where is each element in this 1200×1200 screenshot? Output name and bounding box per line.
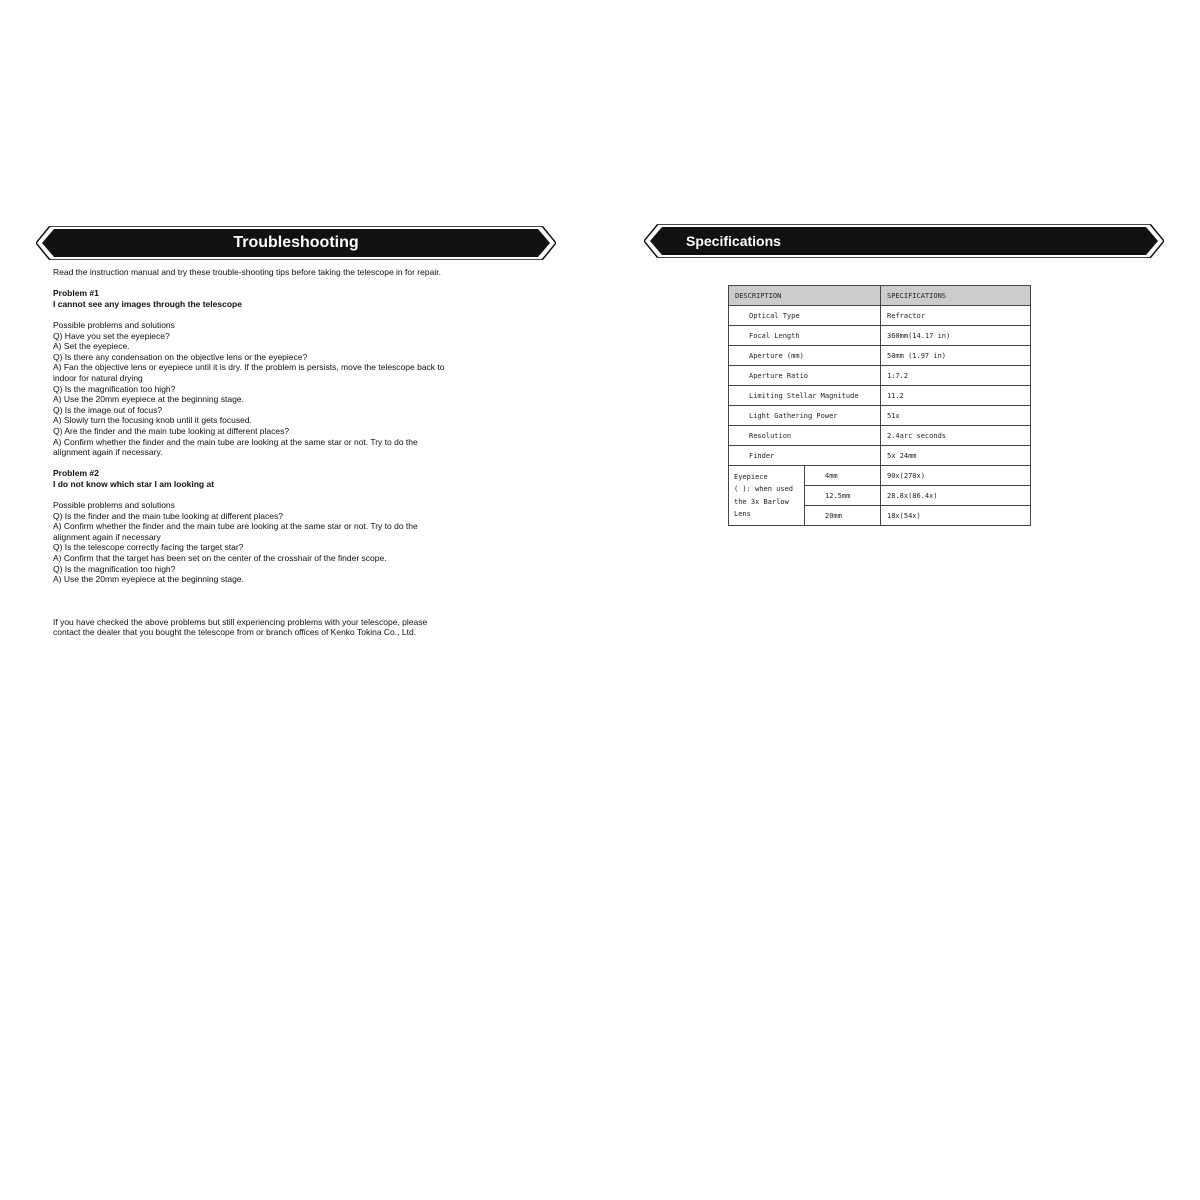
problem1-lines (53, 320, 553, 458)
spec-label: Light Gathering Power (729, 406, 881, 426)
text-line: alignment again if necessary. (53, 447, 163, 458)
eyepiece-magnification: 18x(54x) (881, 506, 1031, 526)
text-line: A) Fan the objective lens or eyepiece until it is dry. If the problem is persists, move the telescope back to (53, 362, 445, 373)
spec-label: Focal Length (729, 326, 881, 346)
eyepiece-label-line: Eyepiece (734, 472, 768, 481)
text-line: A) Confirm whether the finder and the main tube are looking at the same star or not. Try to do the (53, 521, 418, 532)
eyepiece-label-cell (729, 466, 805, 526)
spec-label: Finder (729, 446, 881, 466)
text-line: A) Confirm whether the finder and the main tube are looking at the same star or not. Try to do the (53, 436, 418, 447)
text-line: Q) Are the finder and the main tube looking at different places? (53, 425, 290, 436)
spec-value: 2.4arc seconds (881, 426, 1031, 446)
problem2-heading: Problem #2 (53, 468, 99, 479)
problem2-subheading: I do not know which star I am looking at (53, 478, 215, 489)
table-row-eyepiece (729, 466, 1031, 486)
troubleshooting-body (53, 267, 553, 638)
specifications-table (728, 285, 1031, 526)
spec-value: Refractor (881, 306, 1031, 326)
spec-value: 51x (881, 406, 1031, 426)
spec-label: Limiting Stellar Magnitude (729, 386, 881, 406)
table-row (729, 366, 1031, 386)
text-line: A) Set the eyepiece. (53, 341, 130, 352)
eyepiece-size: 12.5mm (805, 486, 881, 506)
problem1-heading: Problem #1 (53, 288, 99, 299)
eyepiece-label-line: the 3x Barlow (734, 497, 789, 506)
spec-value: 5x 24mm (881, 446, 1031, 466)
spec-value: 11.2 (881, 386, 1031, 406)
problem2-lines (53, 500, 553, 585)
specifications-title: Specifications (686, 233, 781, 249)
table-row (729, 346, 1031, 366)
specifications-banner (644, 224, 1164, 258)
table-row (729, 326, 1031, 346)
spec-label: Optical Type (729, 306, 881, 326)
table-row (729, 386, 1031, 406)
text-line: Possible problems and solutions (53, 500, 175, 511)
column-header-description: DESCRIPTION (729, 286, 881, 306)
troubleshooting-banner (36, 226, 556, 260)
closing-line: contact the dealer that you bought the telescope from or branch offices of Kenko Tokina Co., Ltd. (53, 627, 417, 638)
spec-value: 1:7.2 (881, 366, 1031, 386)
eyepiece-size: 4mm (805, 466, 881, 486)
spec-label: Resolution (729, 426, 881, 446)
table-header-row (729, 286, 1031, 306)
intro-text: Read the instruction manual and try these trouble-shooting tips before taking the telescope in for repair. (53, 267, 441, 277)
text-line: A) Use the 20mm eyepiece at the beginning stage. (53, 574, 244, 585)
table-row (729, 406, 1031, 426)
text-line: Q) Is the magnification too high? (53, 563, 176, 574)
text-line: Q) Is the finder and the main tube looking at different places? (53, 510, 283, 521)
column-header-specifications: SPECIFICATIONS (881, 286, 1031, 306)
eyepiece-size: 20mm (805, 506, 881, 526)
text-line: Q) Is there any condensation on the objective lens or the eyepiece? (53, 351, 308, 362)
text-line: A) Confirm that the target has been set on the center of the crosshair of the finder scope. (53, 553, 387, 564)
text-line: alignment again if necessary (53, 531, 161, 542)
text-line: Possible problems and solutions (53, 319, 175, 330)
eyepiece-magnification: 90x(270x) (881, 466, 1031, 486)
table-row (729, 306, 1031, 326)
spec-label: Aperture Ratio (729, 366, 881, 386)
text-line: Q) Is the image out of focus? (53, 404, 163, 415)
text-line: indoor for natural drying (53, 372, 143, 383)
table-row (729, 446, 1031, 466)
text-line: Q) Is the telescope correctly facing the target star? (53, 542, 244, 553)
problem1-subheading: I cannot see any images through the telescope (53, 298, 242, 309)
closing-line: If you have checked the above problems but still experiencing problems with your telescope, please (53, 616, 428, 627)
eyepiece-magnification: 28.8x(86.4x) (881, 486, 1031, 506)
spec-value: 360mm(14.17 in) (881, 326, 1031, 346)
troubleshooting-title: Troubleshooting (233, 234, 359, 251)
text-line: Q) Is the magnification too high? (53, 383, 176, 394)
spec-label: Aperture (mm) (729, 346, 881, 366)
text-line: A) Use the 20mm eyepiece at the beginning stage. (53, 394, 244, 405)
table-row (729, 426, 1031, 446)
eyepiece-label-line: ( ): when used (734, 485, 794, 493)
eyepiece-label-line: Lens (734, 510, 751, 518)
text-line: A) Slowly turn the focusing knob until it gets focused. (53, 415, 252, 426)
text-line: Q) Have you set the eyepiece? (53, 330, 170, 341)
spec-value: 50mm (1.97 in) (881, 346, 1031, 366)
